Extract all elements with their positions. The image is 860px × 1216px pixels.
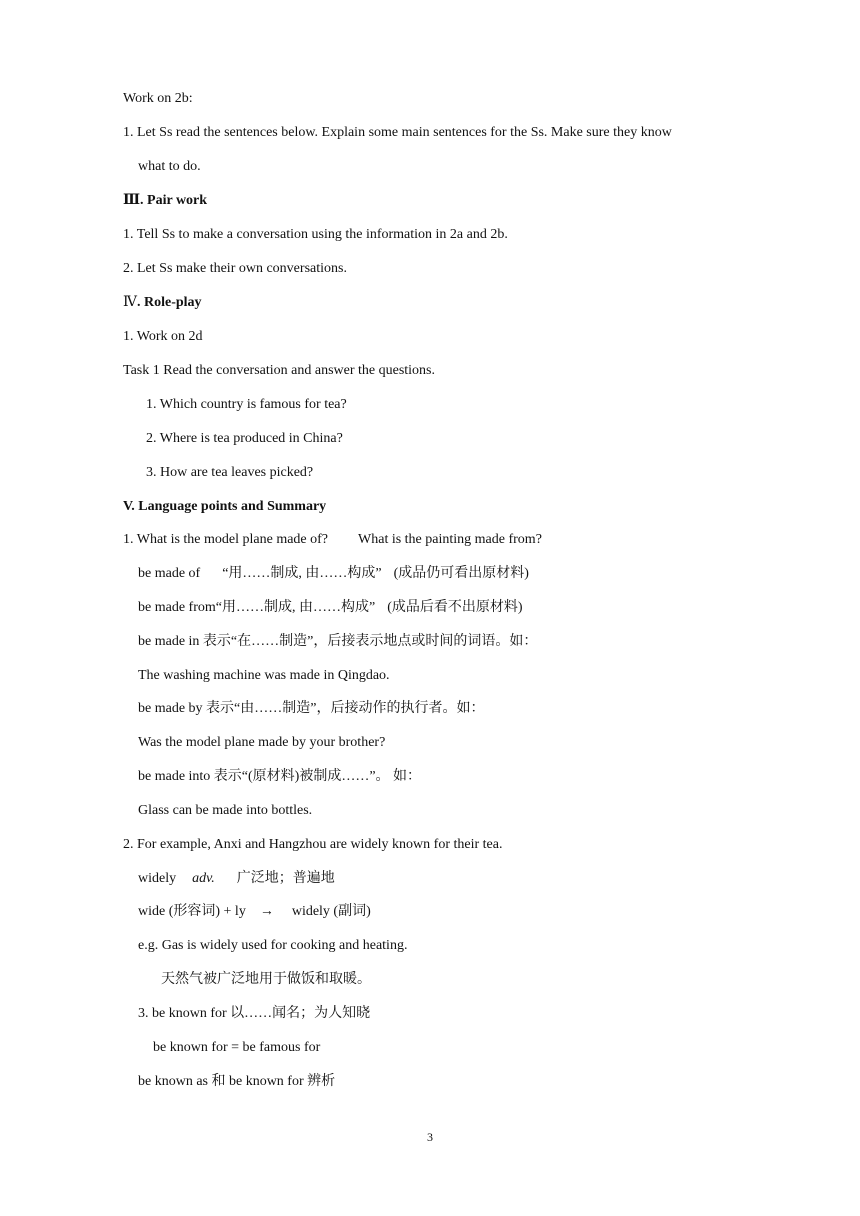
line-pair-1: 1. Tell Ss to make a conversation using the information in 2a and 2b.	[123, 227, 508, 242]
line-known-as-vs-for: be known as 和 be known for 辨析	[138, 1074, 336, 1089]
be-made-from-term: be made from“用……制成, 由……构成”	[138, 600, 376, 615]
line-example-brother: Was the model plane made by your brother?	[138, 735, 386, 750]
line-step-1-cont: what to do.	[138, 159, 201, 174]
heading-language-points: V. Language points and Summary	[123, 499, 327, 514]
line-be-made-of	[138, 565, 529, 583]
line-point-1	[123, 531, 542, 549]
line-task-1: Task 1 Read the conversation and answer the questions.	[123, 363, 435, 378]
line-be-made-by: be made by 表示“由……制造”，后接动作的执行者。如：	[138, 701, 485, 716]
point-1-question-b: What is the painting made from?	[358, 532, 542, 547]
point-1-question-a: 1. What is the model plane made of?	[123, 532, 329, 547]
wide-ly-formula: wide (形容词) + ly	[138, 904, 246, 919]
be-made-from-note: (成品后看不出原材料)	[387, 600, 523, 615]
wide-ly-result: widely (副词)	[291, 904, 371, 919]
line-work-on-2d: 1. Work on 2d	[123, 329, 203, 344]
line-eg-gas: e.g. Gas is widely used for cooking and heating.	[138, 938, 408, 953]
heading-role-play-text: . Role-play	[137, 295, 202, 310]
line-be-made-into: be made into 表示“(原材料)被制成……”。 如：	[138, 769, 422, 784]
line-wide-ly	[138, 903, 371, 921]
page-number: 3	[427, 1130, 433, 1144]
widely-term: widely	[138, 871, 177, 886]
widely-pos: adv.	[192, 871, 215, 886]
arrow-icon: →	[259, 904, 274, 919]
be-made-of-note: (成品仍可看出原材料)	[393, 566, 529, 581]
line-point-2: 2. For example, Anxi and Hangzhou are widely known for their tea.	[123, 837, 503, 852]
line-step-1-read: 1. Let Ss read the sentences below. Explain some main sentences for the Ss. Make sure they know	[123, 125, 672, 140]
line-example-glass: Glass can be made into bottles.	[138, 803, 313, 818]
heading-role-play	[123, 294, 202, 312]
line-pair-2: 2. Let Ss make their own conversations.	[123, 261, 347, 276]
line-widely	[138, 870, 335, 888]
be-made-of-term: be made of	[138, 566, 201, 581]
heading-pair-work: Ⅲ. Pair work	[123, 193, 208, 208]
line-eg-gas-translation: 天然气被广泛地用于做饭和取暖。	[161, 972, 371, 987]
line-example-qingdao: The washing machine was made in Qingdao.	[138, 668, 390, 683]
line-be-made-from	[138, 599, 523, 617]
question-1: 1. Which country is famous for tea?	[146, 397, 347, 412]
line-point-3: 3. be known for 以……闻名；为人知晓	[138, 1006, 371, 1021]
widely-meaning: 广泛地；普遍地	[236, 871, 335, 886]
be-made-of-meaning: “用……制成, 由……构成”	[222, 566, 382, 581]
question-2: 2. Where is tea produced in China?	[146, 431, 343, 446]
line-work-on-2b: Work on 2b:	[123, 91, 193, 106]
question-3: 3. How are tea leaves picked?	[146, 465, 314, 480]
heading-role-play-numeral: Ⅳ	[123, 295, 137, 310]
line-known-for-equals: be known for = be famous for	[153, 1040, 321, 1055]
line-be-made-in: be made in 表示“在……制造”，后接表示地点或时间的词语。如：	[138, 634, 538, 649]
